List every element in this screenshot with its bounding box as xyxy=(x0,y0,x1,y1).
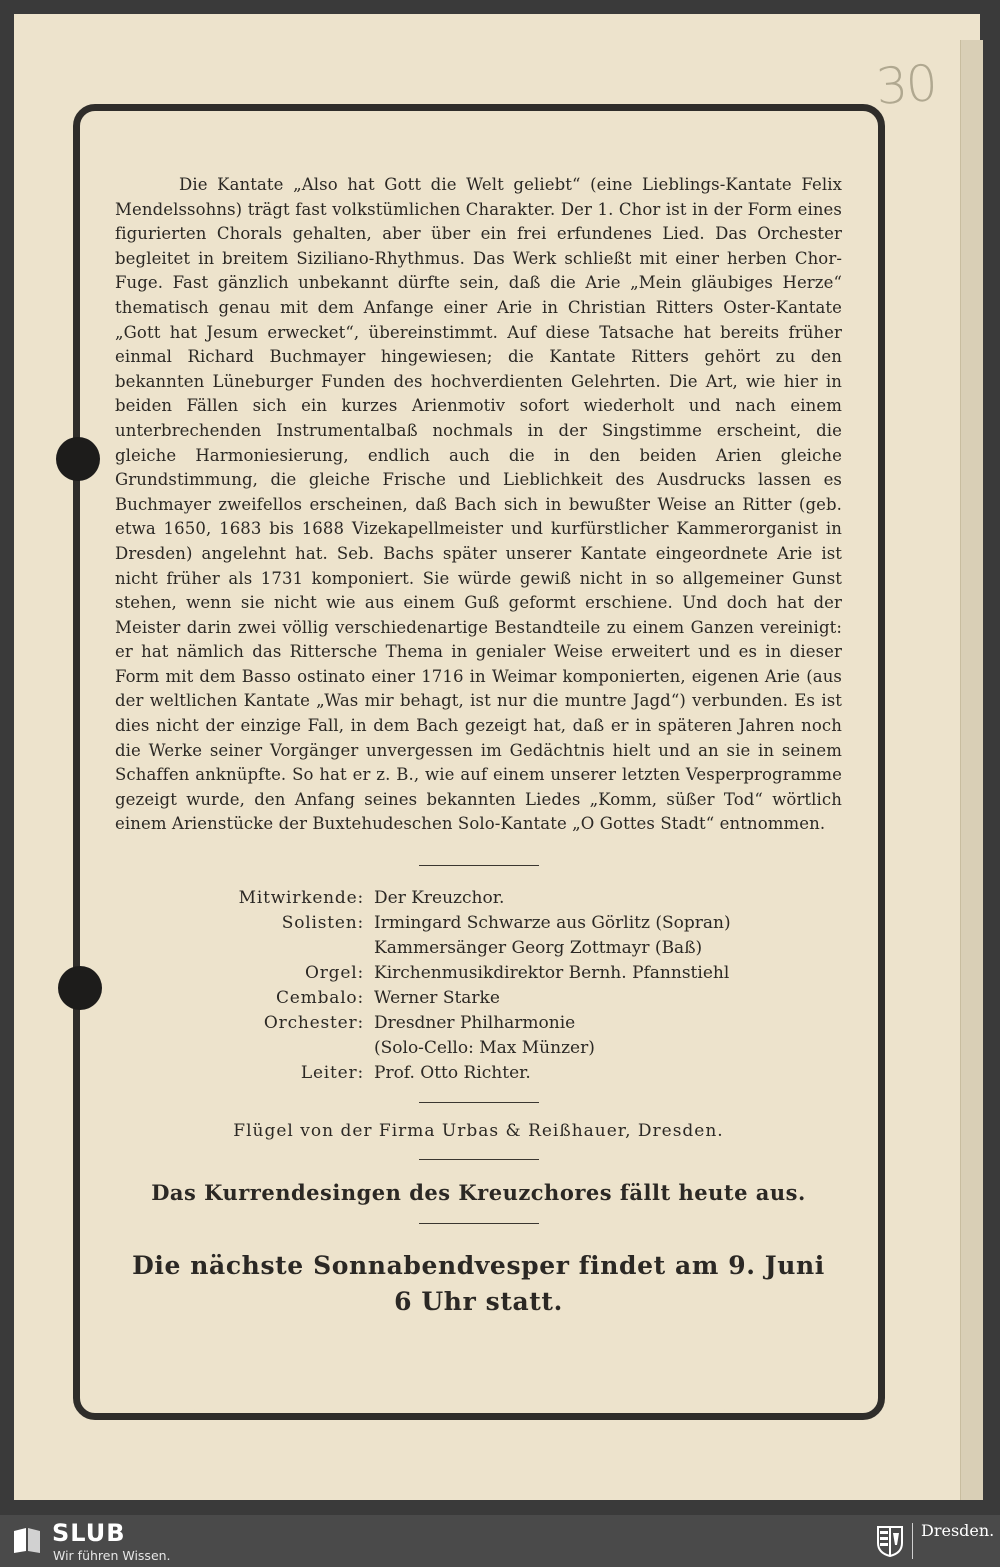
footer-bar xyxy=(0,1515,1000,1567)
divider-1 xyxy=(419,865,539,866)
dresden-crest-icon xyxy=(876,1525,904,1561)
next-vesper-line-2: 6 Uhr statt. xyxy=(394,1287,563,1317)
page-number: 30 xyxy=(874,53,938,117)
credit-name-line: Werner Starke xyxy=(374,988,500,1009)
credit-names xyxy=(374,1061,842,1086)
credit-name-line: Kirchenmusikdirektor Bernh. Pfannstiehl xyxy=(374,963,730,984)
credit-name-line: (Solo-Cello: Max Münzer) xyxy=(374,1038,595,1059)
credit-name-line: Irmingard Schwarze aus Görlitz (Sopran) xyxy=(374,913,731,934)
credit-role: Orchester: xyxy=(263,1013,364,1034)
footer-separator xyxy=(912,1523,913,1559)
credit-name-line: Prof. Otto Richter. xyxy=(374,1063,531,1084)
credit-role: Cembalo: xyxy=(275,988,364,1009)
credit-name-line: Kammersänger Georg Zottmayr (Baß) xyxy=(374,938,703,959)
punch-hole-top xyxy=(56,437,100,481)
credit-names xyxy=(374,1011,842,1061)
slub-book-icon xyxy=(12,1525,42,1559)
credit-names xyxy=(374,986,842,1011)
credit-row xyxy=(115,1011,842,1061)
body-paragraph: Die Kantate „Also hat Gott die Welt geliebt“ (eine Lieblings-Kantate Felix Mendelssohns) trägt fast volkstümlichen Charakter. Der 1. Chor ist in der Form eines figurierten Chorals gehalten, aber über ein frei erfundenes Lied. Das Orchester begleitet in breitem Siziliano-Rhythmus. Das Werk schließt mit einer herben Chor-Fuge. Fast gänzlich unbekannt dürfte sein, daß die Arie „Mein gläubiges Herze“ thematisch genau mit dem Anfange einer Arie in Christian Ritters Oster-Kantate „Gott hat Jesum erwecket“, übereinstimmt. Auf diese Tatsache hat bereits früher einmal Richard Buchmayer hingewiesen; die Kantate Ritters gehört zu den bekannten Lüneburger Funden des hochverdienten Gelehrten. Die Art, wie hier in beiden Fällen sich ein kurzes Arienmotiv sofort wiederholt und nach einem unterbrechenden Instrumentalbaß nochmals in der Singstimme erscheint, die gleiche Harmoniesierung, endlich auch die in den beiden Arien gleiche Grundstimmung, die gleiche Frische und Lieblichkeit des Ausdrucks lassen es Buchmayer zweifellos erscheinen, daß Bach sich in bewußter Weise an Ritter (geb. etwa 1650, 1683 bis 1688 Vizekapellmeister und kurfürstlicher Kammerorganist in Dresden) angelehnt hat. Seb. Bachs später unserer Kantate eingeordnete Arie ist nicht früher als 1731 komponiert. Sie würde gewiß nicht in so allgemeiner Gunst stehen, wenn sie nicht wie aus einem Guß geformt erschiene. Und doch hat der Meister darin zwei völlig verschiedenartige Bestandteile zu einem Ganzen vereinigt: er hat nämlich das Rittersche Thema in genialer Weise erweitert und es in dieser Form mit dem Basso ostinato einer 1716 in Weimar komponierten, eigenen Arie (aus der weltlichen Kantate „Was mir behagt, ist nur die muntre Jagd“) verbunden. Es ist dies nicht der einzige Fall, in dem Bach gezeigt hat, daß er in späteren Jahren noch die Werke seiner Vorgänger unvergessen im Gedächtnis hielt und an sie in seinem Schaffen anknüpfte. So hat er z. B., wie auf einem unserer letzten Vesperprogramme gezeigt wurde, den Anfang seines bekannten Liedes „Komm, süßer Tod“ wörtlich einem Arienstücke der Buxtehudeschen Solo-Kantate „O Gottes Stadt“ entnommen. xyxy=(115,175,842,834)
divider-3 xyxy=(419,1159,539,1160)
slub-tagline: Wir führen Wissen. xyxy=(53,1548,171,1563)
credit-names xyxy=(374,911,842,961)
next-vesper-notice xyxy=(115,1248,842,1320)
credit-role: Leiter: xyxy=(300,1063,364,1084)
credit-row xyxy=(115,886,842,911)
credit-row xyxy=(115,911,842,961)
credit-role: Orgel: xyxy=(305,963,364,984)
piano-note: Flügel von der Firma Urbas & Reißhauer, Dresden. xyxy=(233,1121,724,1142)
credits-list xyxy=(115,886,842,1086)
credit-name-line: Dresdner Philharmonie xyxy=(374,1013,576,1034)
next-vesper-line-1: Die nächste Sonnabendvesper findet am 9. Juni xyxy=(132,1251,825,1281)
credit-row xyxy=(115,986,842,1011)
slub-brand[interactable]: SLUB xyxy=(52,1519,126,1547)
page-edge xyxy=(960,40,983,1500)
credit-role: Mitwirkende: xyxy=(238,888,364,909)
punch-hole-bottom xyxy=(58,966,102,1010)
credit-names xyxy=(374,886,842,911)
cancel-notice: Das Kurrendesingen des Kreuzchores fällt heute aus. xyxy=(151,1180,806,1206)
divider-2 xyxy=(419,1102,539,1103)
dresden-logo-text[interactable]: Dresden. xyxy=(921,1521,995,1540)
program-text xyxy=(115,173,842,1320)
credit-row xyxy=(115,961,842,986)
credit-name-line: Der Kreuzchor. xyxy=(374,888,505,909)
credit-row xyxy=(115,1061,842,1086)
divider-4 xyxy=(419,1223,539,1224)
credit-names xyxy=(374,961,842,986)
credit-role: Solisten: xyxy=(281,913,364,934)
